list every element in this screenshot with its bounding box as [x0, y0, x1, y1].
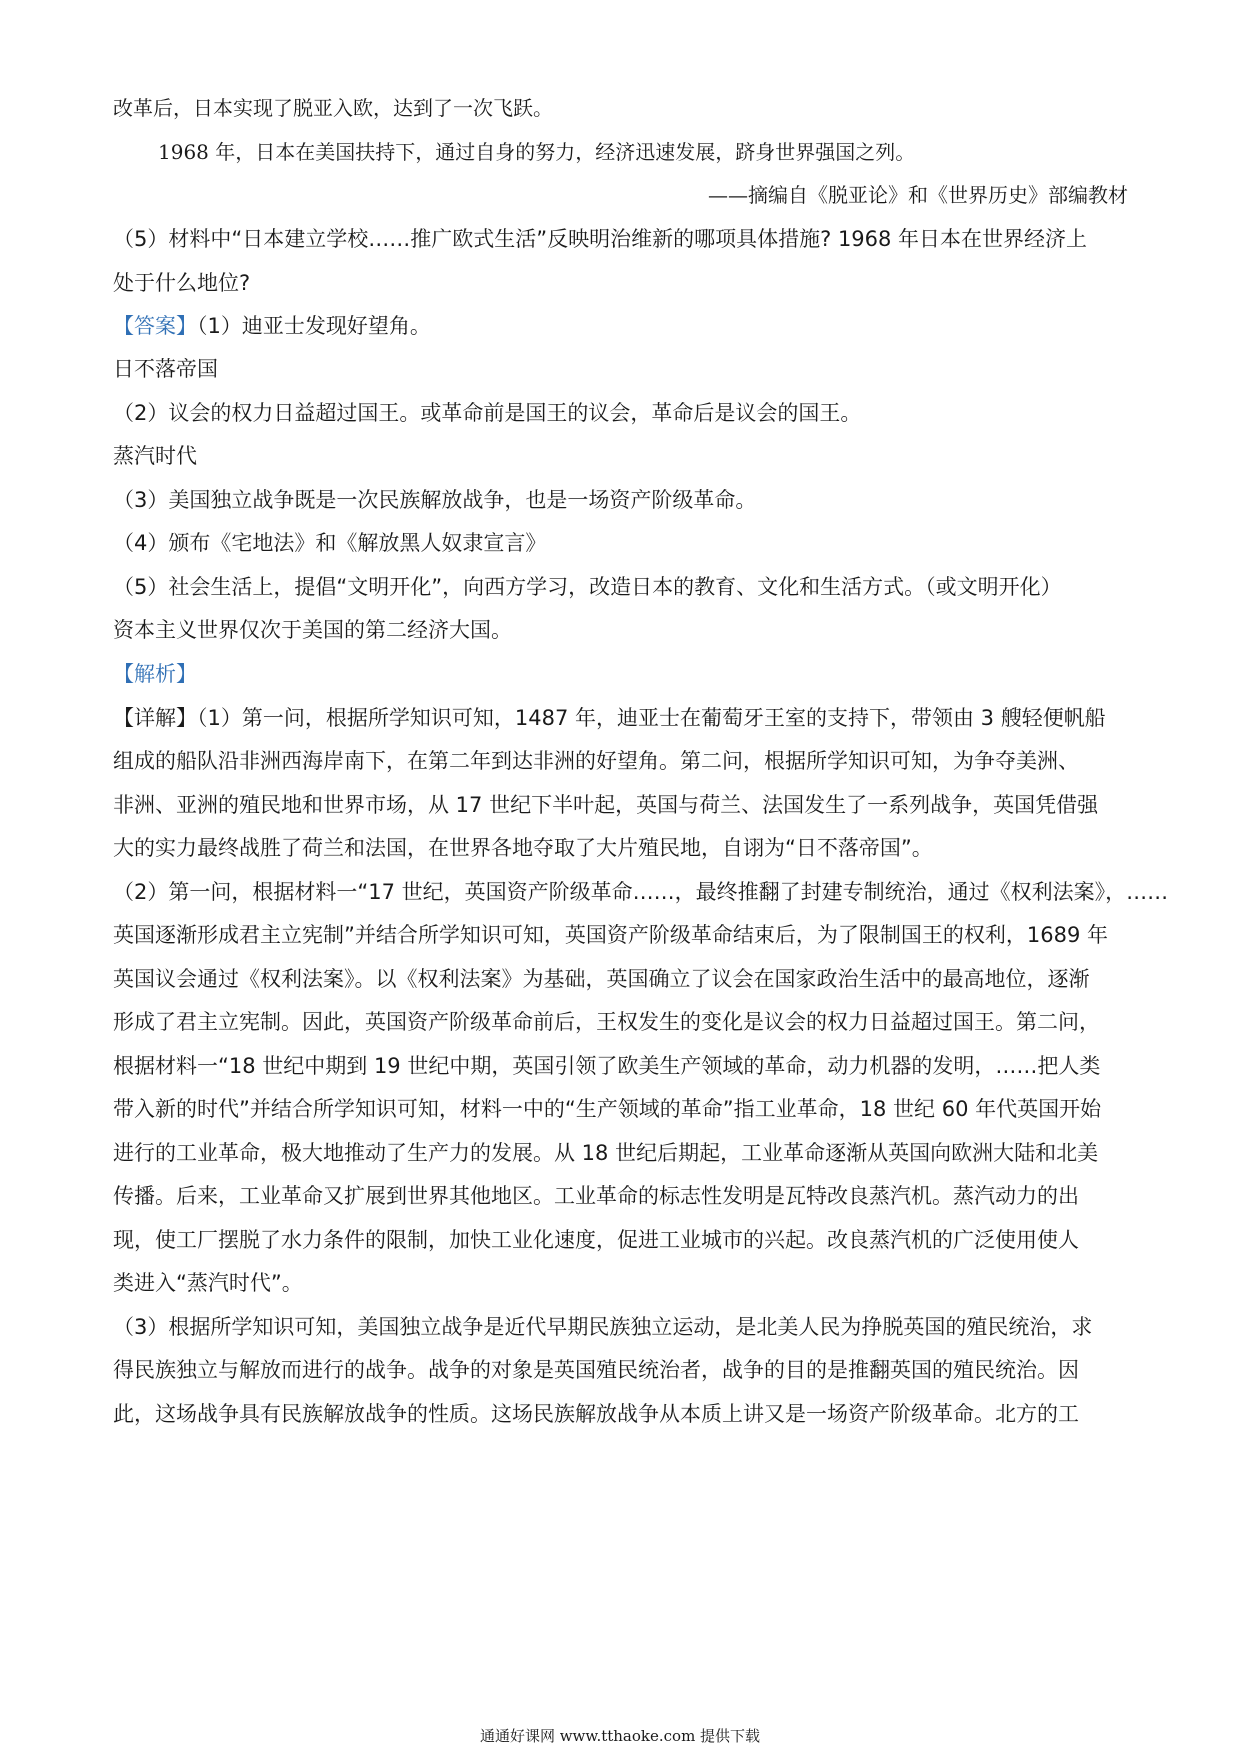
question-5-line-2: 处于什么地位?	[113, 271, 251, 295]
answer-line-1	[113, 311, 431, 341]
detail-line-5: （2）第一问，根据材料一“17 世纪，英国资产阶级革命……，最终推翻了封建专制统治，通过《权利法案》，……	[113, 880, 1169, 904]
answer-line-5: （3）美国独立战争既是一次民族解放战争，也是一场资产阶级革命。	[113, 488, 757, 512]
material-line-1: 改革后，日本实现了脱亚入欧，达到了一次飞跃。	[113, 96, 553, 120]
detail-line-4: 大的实力最终战胜了荷兰和法国，在世界各地夺取了大片殖民地，自诩为“日不落帝国”。	[113, 836, 933, 860]
detail-line-16: 得民族独立与解放而进行的战争。战争的对象是英国殖民统治者，战争的目的是推翻英国的殖民统治。因	[113, 1358, 1079, 1382]
detail-line-8: 形成了君主立宪制。因此，英国资产阶级革命前后，王权发生的变化是议会的权力日益超过国王。第二问，	[113, 1010, 1100, 1034]
question-5-line-1: （5）材料中“日本建立学校……推广欧式生活”反映明治维新的哪项具体措施? 1968 年日本在世界经济上	[113, 227, 1088, 251]
answer-line-4: 蒸汽时代	[113, 444, 197, 468]
material-line-2: 1968 年，日本在美国扶持下，通过自身的努力，经济迅速发展，跻身世界强国之列。	[158, 140, 916, 164]
detail-line-17: 此，这场战争具有民族解放战争的性质。这场民族解放战争从本质上讲又是一场资产阶级革命。北方的工	[113, 1402, 1079, 1426]
answer-line-3: （2）议会的权力日益超过国王。或革命前是国王的议会，革命后是议会的国王。	[113, 401, 862, 425]
answer-text: （1）迪亚士发现好望角。	[197, 314, 431, 338]
detail-line-7: 英国议会通过《权利法案》。以《权利法案》为基础，英国确立了议会在国家政治生活中的最高地位，逐渐	[113, 967, 1090, 991]
detail-line-2: 组成的船队沿非洲西海岸南下，在第二年到达非洲的好望角。第二问，根据所学知识可知，为争夺美洲、	[113, 749, 1079, 773]
detail-line-10: 带入新的时代”并结合所学知识可知，材料一中的“生产领域的革命”指工业革命，18 世纪 60 年代英国开始	[113, 1097, 1102, 1121]
detail-line-12: 传播。后来，工业革命又扩展到世界其他地区。工业革命的标志性发明是瓦特改良蒸汽机。蒸汽动力的出	[113, 1184, 1079, 1208]
detail-line-14: 类进入“蒸汽时代”。	[113, 1271, 303, 1295]
answer-tag: 【答案】	[113, 314, 197, 338]
answer-line-2: 日不落帝国	[113, 357, 218, 381]
detail-tag: 【详解】	[113, 706, 197, 730]
detail-line-11: 进行的工业革命，极大地推动了生产力的发展。从 18 世纪后期起，工业革命逐渐从英国向欧洲大陆和北美	[113, 1141, 1099, 1165]
detail-line-3: 非洲、亚洲的殖民地和世界市场，从 17 世纪下半叶起，英国与荷兰、法国发生了一系列战争，英国凭借强	[113, 793, 1099, 817]
material-source: ——摘编自《脱亚论》和《世界历史》部编教材	[708, 183, 1128, 207]
detail-text: （1）第一问，根据所学知识可知，1487 年，迪亚士在葡萄牙王室的支持下，带领由 3 艘轻便帆船	[197, 706, 1106, 730]
analysis-tag: 【解析】	[113, 662, 197, 686]
answer-line-8: 资本主义世界仅次于美国的第二经济大国。	[113, 618, 512, 642]
detail-line-9: 根据材料一“18 世纪中期到 19 世纪中期，英国引领了欧美生产领域的革命，动力机器的发明，……把人类	[113, 1054, 1101, 1078]
detail-line-1	[113, 703, 1106, 733]
detail-line-13: 现，使工厂摆脱了水力条件的限制，加快工业化速度，促进工业城市的兴起。改良蒸汽机的广泛使用使人	[113, 1228, 1079, 1252]
answer-line-7: （5）社会生活上，提倡“文明开化”，向西方学习，改造日本的教育、文化和生活方式。（或文明开化）	[113, 575, 1062, 599]
detail-line-15: （3）根据所学知识可知，美国独立战争是近代早期民族独立运动，是北美人民为挣脱英国的殖民统治，求	[113, 1315, 1093, 1339]
detail-line-6: 英国逐渐形成君主立宪制”并结合所学知识可知，英国资产阶级革命结束后，为了限制国王的权利，1689 年	[113, 923, 1108, 947]
answer-line-6: （4）颁布《宅地法》和《解放黑人奴隶宣言》	[113, 531, 547, 555]
page-footer: 通通好课网 www.tthaoke.com 提供下载	[479, 1727, 761, 1745]
